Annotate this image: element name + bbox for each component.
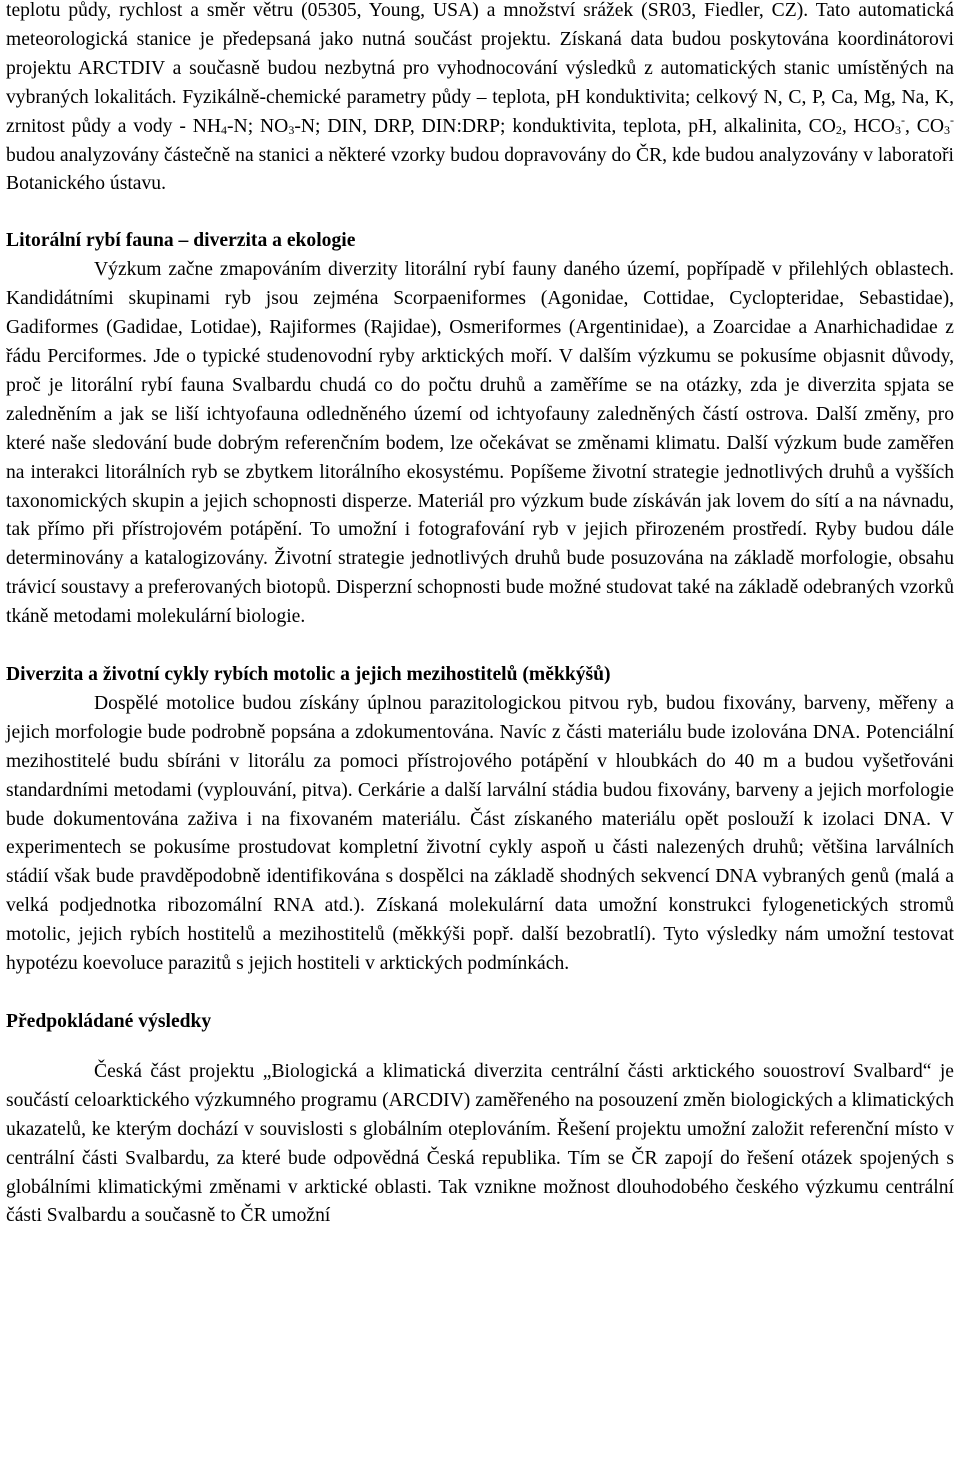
subscript-nh4: 4 xyxy=(221,122,228,137)
intro-text-1: teplotu půdy, rychlost a směr větru (05305, Young, USA) a množství srážek (SR03, Fiedler, CZ). Tato automatická meteorologická stanice je předepsaná jako nutná součást projektu. Získaná data budou poskytována koordinátorovi projektu ARCTDIV a současně budou nezbytná pro vyhodnocování výsledků z automatických stanic umístěných na vybraných lokalitách. Fyzikálně-chemické parametry půdy – teplota, pH konduktivita; celkový N, C, P, Ca, Mg, Na, K, zrnitost půdy a vody - NH xyxy=(6,0,954,137)
intro-text-4: , HCO xyxy=(841,115,895,137)
spacer xyxy=(6,632,954,661)
section-heading-trematodes: Diverzita a životní cykly rybích motolic a jejich mezihostitelů (měkkýšů) xyxy=(6,664,611,686)
section-heading-fish-fauna: Litorální rybí fauna – diverzita a ekologie xyxy=(6,230,356,252)
intro-text-2: -N; NO xyxy=(227,115,289,137)
intro-text-5: , CO xyxy=(904,115,944,137)
subscript-hco3: 3 xyxy=(894,122,901,137)
intro-text-3: -N; DIN, DRP, DIN:DRP; konduktivita, teplota, pH, alkalinita, CO xyxy=(294,115,836,137)
section-heading-expected-results: Předpokládané výsledky xyxy=(6,1011,212,1032)
spacer xyxy=(6,1037,954,1058)
subscript-co3: 3 xyxy=(943,122,950,137)
subscript-no3: 3 xyxy=(288,122,295,137)
intro-paragraph xyxy=(6,0,954,199)
superscript-hco3-charge: - xyxy=(900,112,905,127)
section-body-expected-results: Česká část projektu „Biologická a klimatická diverzita centrální části arktického souostroví Svalbard“ je součástí celoarktického výzkumného programu (ARCDIV) zaměřeného na posouzení změn biologických a klimatických ukazatelů, ke kterým dochází v souvislosti s globálním oteplováním. Řešení projektu umožní založit referenční místo v centrální části Svalbardu, za které bude odpovědná Česká republika. Tím se ČR zapojí do řešení otázek spojených s globálními klimatickými změnami v arktické oblasti. Tak vznikne možnost dlouhodobého českého výzkumu centrální části Svalbardu a současně to ČR umožní xyxy=(6,1060,954,1227)
document-page xyxy=(6,0,954,1231)
superscript-co3-charge: - xyxy=(949,112,954,127)
subscript-co2: 2 xyxy=(835,122,842,137)
section-body-trematodes: Dospělé motolice budou získány úplnou parazitologickou pitvou ryb, budou fixovány, barveny, měřeny a jejich morfologie bude podrobně popsána a zdokumentována. Navíc z části materiálu bude izolována DNA. Potenciální mezihostitelé budu sbíráni v litorálu za pomoci přístrojového potápění v hloubkách do 40 m a budou vyšetřováni standardními metodami (vyplouvání, pitva). Cerkárie a další larvální stádia budou fixovány, barveny a jejich morfologie bude dokumentována zaživa i na fixovaném materiálu. Část získaného materiálu opět poslouží k izolaci DNA. V experimentech se pokusíme prostudovat kompletní životní cykly aspoň u části nalezených druhů; většina larválních stádií však bude pravděpodobně identifikována s dospělci na základě shodných sekvencí DNA vybraných genů (malá a velká podjednotka ribozomální RNA atd.). Získaná molekulární data umožní konstrukci fylogenetických stromů motolic, jejich rybích hostitelů a mezihostitelů (měkkýši popř. další bezobratlí). Tyto výsledky nám umožní testovat hypotézu koevoluce parazitů s jejich hostiteli v arktických podmínkách. xyxy=(6,692,954,975)
section-body-fish-fauna: Výzkum začne zmapováním diverzity litorální rybí fauny daného území, popřípadě v přilehlých oblastech. Kandidátními skupinami ryb jsou zejména Scorpaeniformes (Agonidae, Cottidae, Cyclopteridae, Sebastidae), Gadiformes (Gadidae, Lotidae), Rajiformes (Rajidae), Osmeriformes (Argentinidae), a Zoarcidae a Anarhichadidae z řádu Perciformes. Jde o typické studenovodní ryby arktických moří. V dalším výzkumu se pokusíme objasnit důvody, proč je litorální rybí fauna Svalbardu chudá co do počtu druhů a zaměříme se na otázky, zda je diverzita spjata se zaledněním a jak se liší ichtyofauna odledněného území od ichtyofauny zaledněných částí ostrova. Další změny, pro které naše sledování bude dobrým referenčním bodem, lze očekávat se změnami klimatu. Další výzkum bude zaměřen na interakci litorálních ryb se zbytkem litorálního ekosystému. Popíšeme životní strategie jednotlivých druhů a vyšších taxonomických skupin a jejich schopnosti disperze. Materiál pro výzkum bude získáván jak lovem do sítí a na návnadu, tak přímo při přístrojovém potápění. To umožní i fotografování ryb v jejich přirozeném prostředí. Ryby budou dále determinovány a katalogizovány. Životní strategie jednotlivých druhů bude posuzována na základě morfologie, obsahu trávicí soustavy a preferovaných biotopů. Disperzní schopnosti bude možné studovat také na základě odebraných vzorků tkáně metodami molekulární biologie. xyxy=(6,259,954,628)
spacer xyxy=(6,979,954,1008)
spacer xyxy=(6,199,954,227)
intro-text-6: budou analyzovány částečně na stanici a některé vzorky budou dopravovány do ČR, kde budou analyzovány v laboratoři Botanického ústavu. xyxy=(6,144,954,195)
